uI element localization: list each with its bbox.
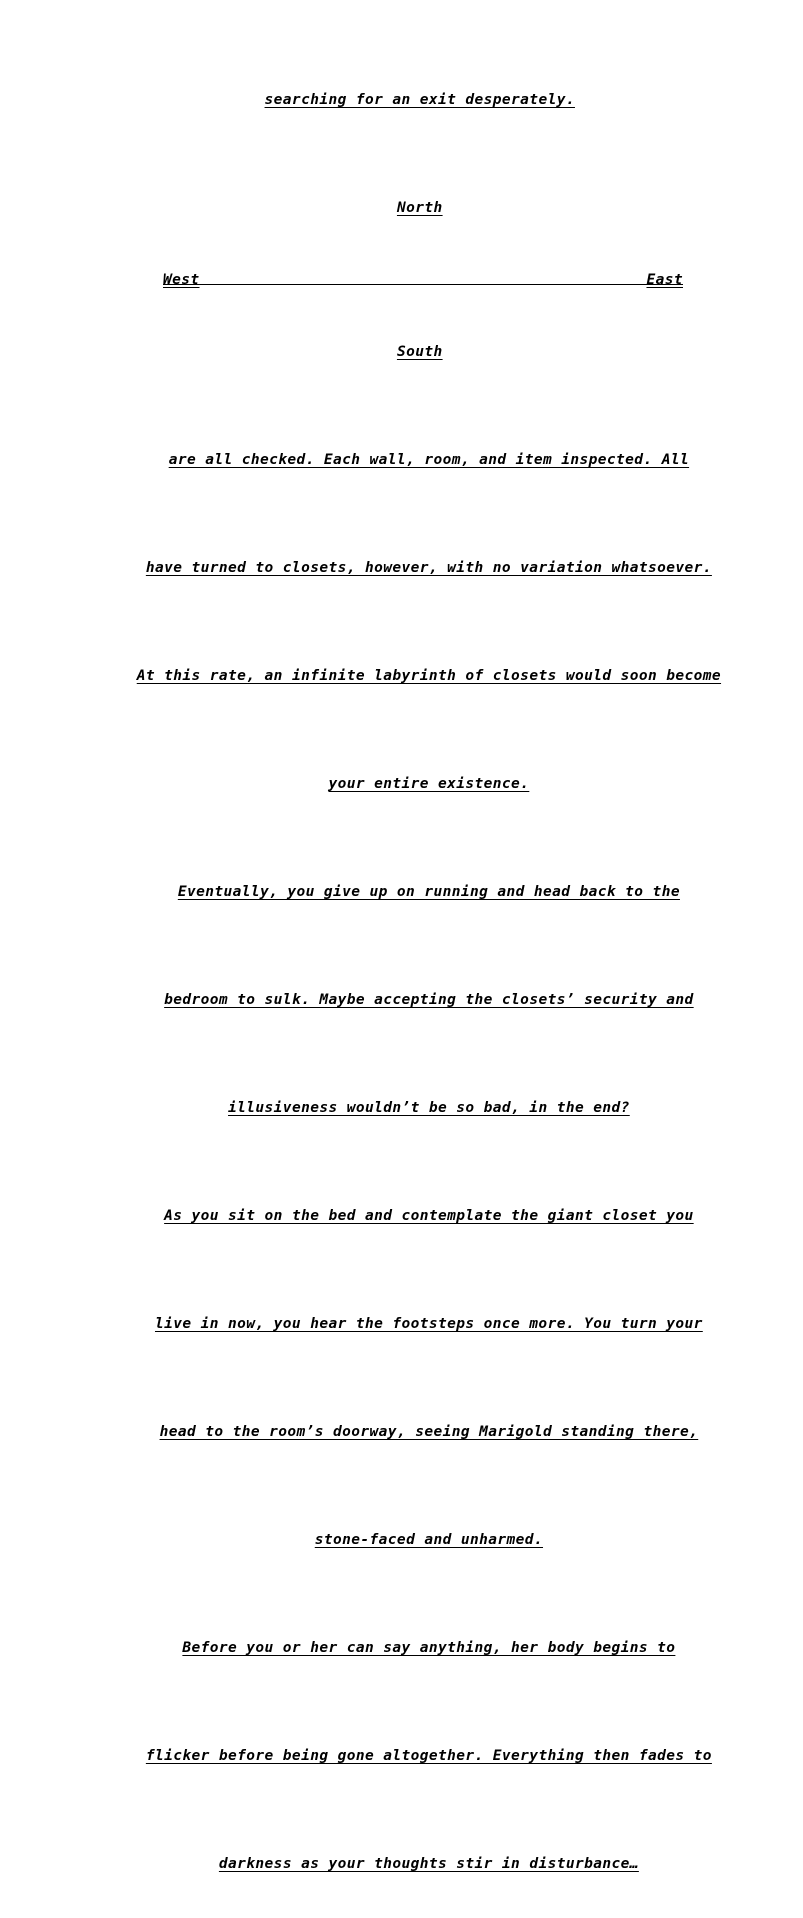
paragraph-line-text: Eventually, you give up on running and head back to the [177, 884, 680, 900]
paragraph-1 [0, 406, 803, 838]
paragraph-line-text: bedroom to sulk. Maybe accepting the closets’ security and [164, 992, 694, 1008]
paragraph-line [0, 838, 803, 946]
paragraph-line-text: live in now, you hear the footsteps once more. You turn your [154, 1316, 703, 1332]
compass-west-text: West [163, 272, 200, 288]
compass-north [0, 154, 803, 262]
paragraph-line [0, 514, 803, 622]
paragraph-line [0, 730, 803, 838]
paragraph-line [0, 1594, 803, 1702]
paragraph-line [0, 406, 803, 514]
paragraph-4 [0, 1594, 803, 1918]
paragraph-line-text: your entire existence. [328, 776, 530, 792]
paragraph-2 [0, 838, 803, 1162]
paragraph-line [0, 1162, 803, 1270]
paragraph-line-text: illusiveness wouldn’t be so bad, in the end? [228, 1100, 630, 1116]
paragraph-line [0, 1810, 803, 1918]
paragraph-line [0, 1702, 803, 1810]
compass-north-text: North [396, 200, 443, 216]
paragraph-line [0, 946, 803, 1054]
paragraph-line [0, 1378, 803, 1486]
heading-line [0, 46, 803, 154]
paragraph-line-text: At this rate, an infinite labyrinth of closets would soon become [136, 668, 722, 684]
paragraph-line-text: flicker before being gone altogether. Everything then fades to [145, 1748, 712, 1764]
paragraph-line-text: Before you or her can say anything, her body begins to [182, 1640, 676, 1656]
paragraph-line-text: have turned to closets, however, with no variation whatsoever. [145, 560, 712, 576]
paragraph-line [0, 1270, 803, 1378]
paragraph-line [0, 1054, 803, 1162]
compass-west-east-row [0, 262, 803, 298]
compass-south [0, 298, 803, 406]
paragraph-line-text: head to the room’s doorway, seeing Marigold standing there, [159, 1424, 699, 1440]
paragraph-line-text: stone-faced and unharmed. [314, 1532, 544, 1548]
paragraph-line-text: are all checked. Each wall, room, and item inspected. All [168, 452, 690, 468]
paragraph-line-text: darkness as your thoughts stir in disturbance… [218, 1856, 639, 1872]
compass-east-text: East [646, 272, 683, 288]
compass-horizontal-rule [163, 284, 683, 285]
paragraph-line [0, 1486, 803, 1594]
paragraph-line [0, 622, 803, 730]
paragraph-line-text: As you sit on the bed and contemplate the giant closet you [164, 1208, 694, 1224]
paragraph-3 [0, 1162, 803, 1594]
compass-south-text: South [396, 344, 443, 360]
heading-line-text: searching for an exit desperately. [264, 92, 575, 108]
